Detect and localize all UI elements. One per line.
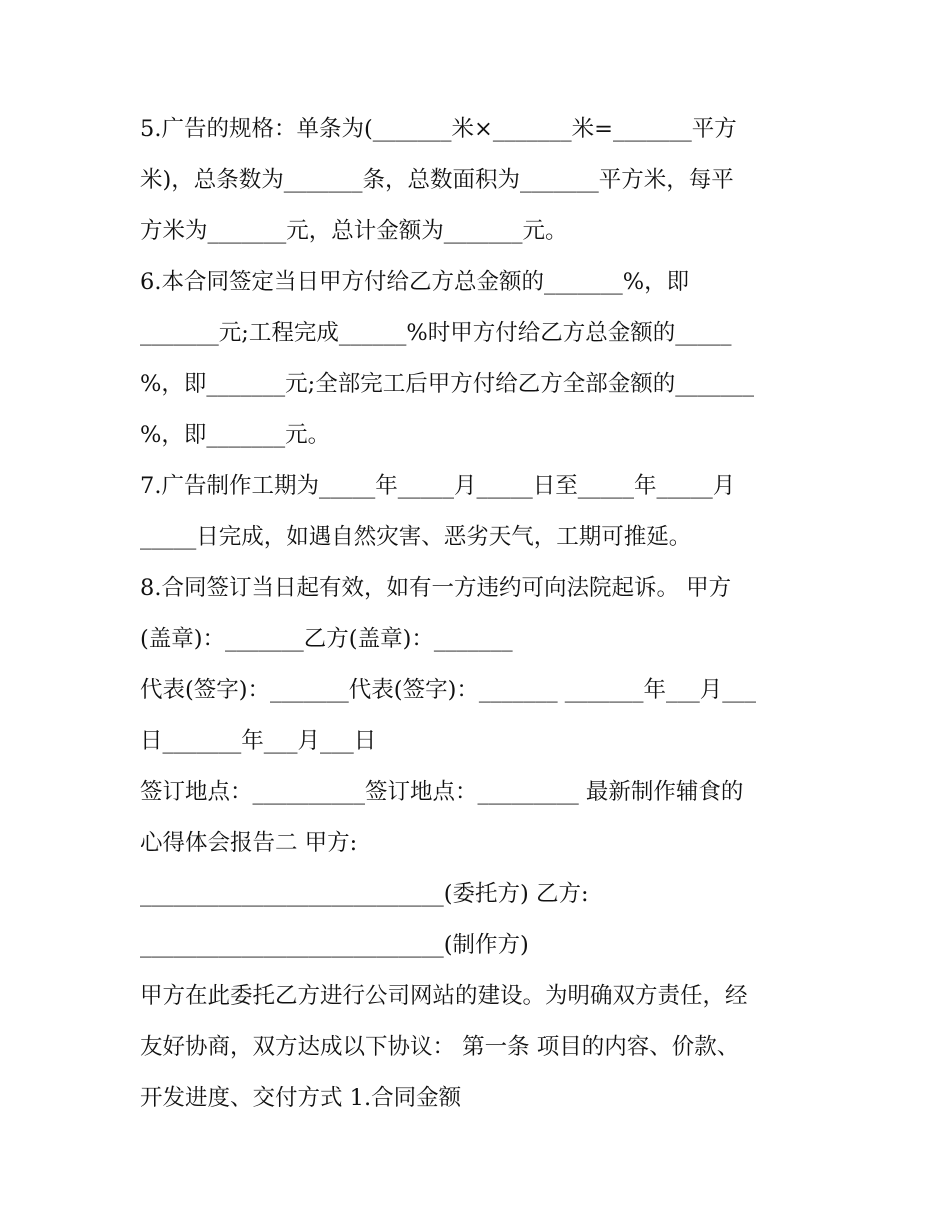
text-line: 日_______年___月___日 (140, 728, 377, 754)
document-body (140, 104, 820, 1124)
text-line: (盖章)：_______乙方(盖章)：_______ (140, 626, 513, 652)
text-line: ___________________________(委托方) 乙方: (140, 881, 589, 907)
text-line: 甲方在此委托乙方进行公司网站的建设。为明确双方责任，经 (140, 983, 748, 1009)
text-line: _____日完成，如遇自然灾害、恶劣天气，工期可推延。 (140, 524, 692, 550)
text-line: 方米为_______元，总计金额为_______元。 (140, 218, 568, 244)
text-line: ___________________________(制作方) (140, 932, 529, 958)
text-line: 开发进度、交付方式 1.合同金额 (140, 1085, 462, 1111)
text-line: 8.合同签订当日起有效，如有一方违约可向法院起诉。 甲方 (140, 575, 732, 601)
text-line: %，即_______元;全部完工后甲方付给乙方全部金额的_______ (140, 371, 754, 397)
text-line: 7.广告制作工期为_____年_____月_____日至_____年_____月 (140, 473, 736, 499)
text-line: _______元;工程完成______%时甲方付给乙方总金额的_____ (140, 320, 732, 346)
text-line: 5.广告的规格：单条为(_______米×_______米=_______平方 (140, 116, 737, 142)
text-line: %，即_______元。 (140, 422, 331, 448)
text-line: 代表(签字)：_______代表(签字)：_______ _______年___月___ (140, 677, 757, 703)
text-line: 签订地点：__________签订地点：_________ 最新制作辅食的 (140, 779, 744, 805)
text-line: 6.本合同签定当日甲方付给乙方总金额的_______%，即 (140, 269, 690, 295)
text-line: 友好协商，双方达成以下协议： 第一条 项目的内容、价款、 (140, 1034, 740, 1060)
text-line: 米)，总条数为_______条，总数面积为_______平方米，每平 (140, 167, 734, 193)
text-line: 心得体会报告二 甲方: (140, 830, 358, 856)
